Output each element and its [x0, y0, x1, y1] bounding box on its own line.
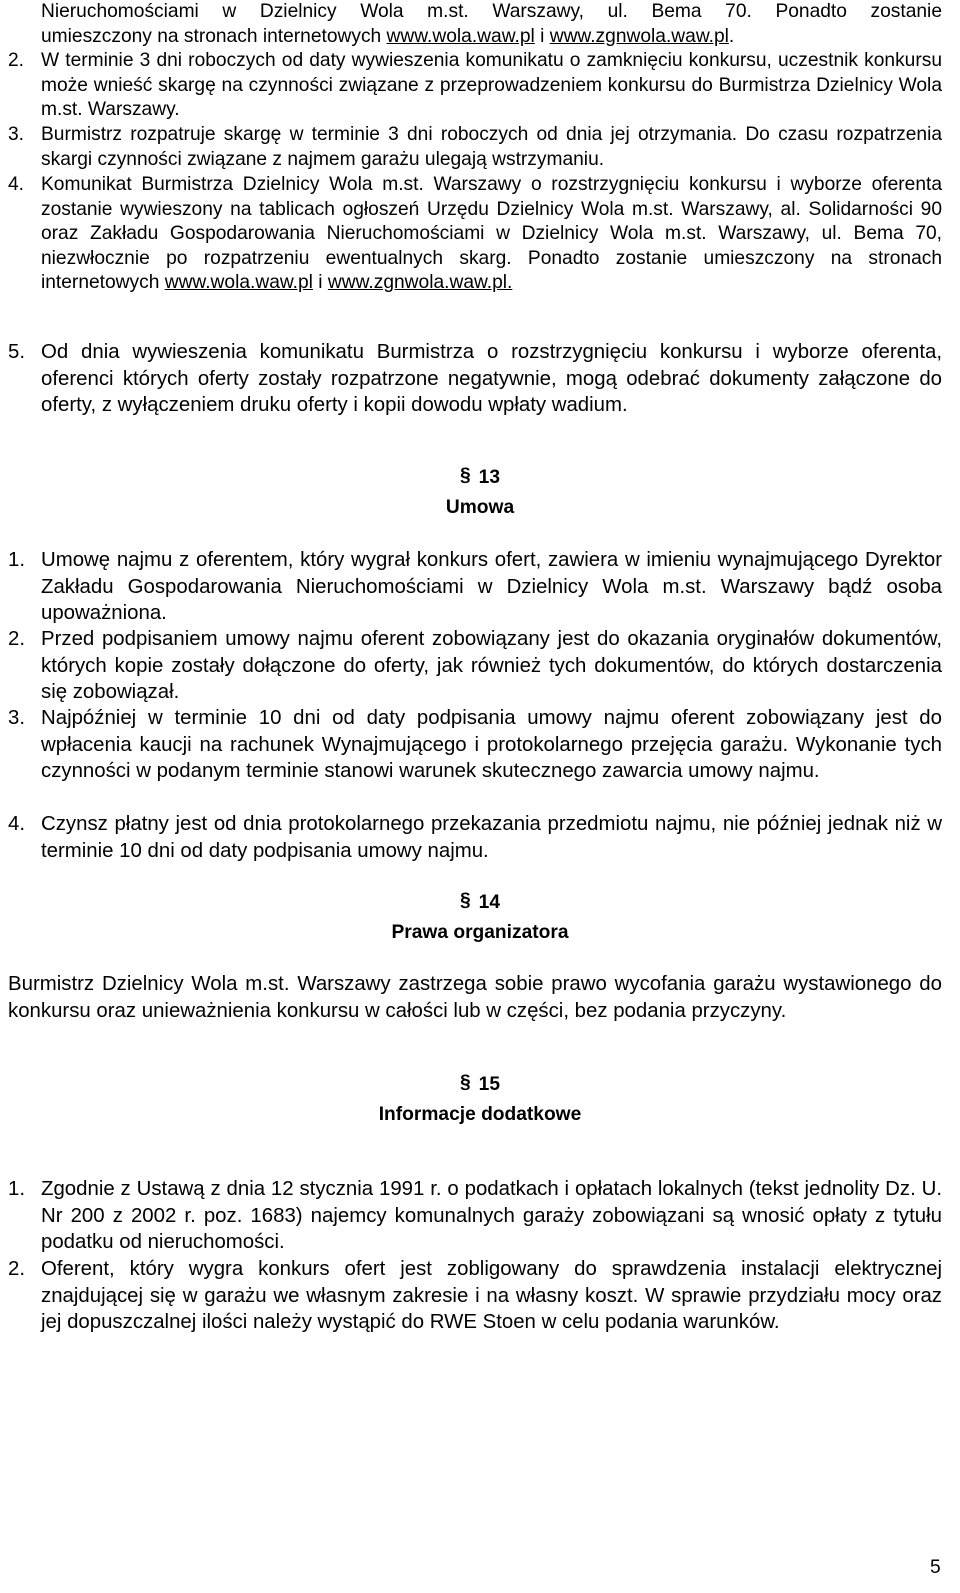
- list-item-text: Umowę najmu z oferentem, który wygrał konkurs ofert, zawiera w imieniu wynajmującego Dyrektor Zakładu Gospodarowania Nieruchomościami w Dzielnicy Wola m.st. Warszawy bądź osoba upoważniona.: [41, 549, 942, 624]
- section-14-number: § 14: [459, 890, 500, 913]
- section-13-title: Umowa: [445, 497, 515, 518]
- section-14-title: Prawa organizatora: [391, 922, 569, 943]
- paragraph-sign-icon: §: [459, 465, 471, 486]
- continuation-line-1: Nieruchomościami w Dzielnicy Wola m.st. Warszawy, ul. Bema 70. Ponadto zostanie: [41, 1, 942, 22]
- list-item-text: Oferent, który wygra konkurs ofert jest zobligowany do sprawdzenia instalacji elektrycznej znajdującej się w garażu we własnym zakresie i na własny koszt. W sprawie przydziału mocy oraz jej dopuszczalnej ilości należy wystąpić do RWE Stoen w celu podania warunków.: [41, 1258, 942, 1333]
- section-14-paragraph: Burmistrz Dzielnicy Wola m.st. Warszawy zastrzega sobie prawo wycofania garażu wystawionego do konkursu oraz unieważnienia konkursu w całości lub w części, bez podania przyczyny.: [8, 973, 942, 1022]
- list-item: 2. Oferent, który wygra konkurs ofert jest zobligowany do sprawdzenia instalacji elektrycznej znajdującej się w garażu we własnym zakresie i na własny koszt. W sprawie przydziału mocy oraz jej dopuszczalnej ilości należy wystąpić do RWE Stoen w celu podania warunków.: [8, 1256, 942, 1336]
- continuation-paragraph: [41, 0, 942, 49]
- section-13-number: § 13: [459, 465, 500, 488]
- list-item-text: Komunikat Burmistrza Dzielnicy Wola m.st. Warszawy o rozstrzygnięciu konkursu i wyborze oferenta zostanie wywieszony na tablicach ogłoszeń Urzędu Dzielnicy Wola m.st. Warszawy, al. Solidarności 90 oraz Zakładu Gospodarowania Nieruchomościami w Dzielnicy Wola m.st. Warszawy, ul. Bema 70, niezwłocznie po rozpatrzeniu ewentualnych skarg. Ponadto zostanie umieszczony na stronach internetowych www.wola.waw.pl i www.zgnwola.waw.pl.: [41, 174, 942, 294]
- link-zgnwola[interactable]: www.zgnwola.waw.pl.: [327, 272, 513, 294]
- list-item: 1. Zgodnie z Ustawą z dnia 12 stycznia 1991 r. o podatkach i opłatach lokalnych (tekst jednolity Dz. U. Nr 200 z 2002 r. poz. 1683) najemcy komunalnych garaży zobowiązani są wnosić opłaty z tytułu podatku od nieruchomości.: [8, 1176, 942, 1256]
- paragraph-sign-icon: §: [459, 890, 471, 911]
- list-item: 5. Od dnia wywieszenia komunikatu Burmistrza o rozstrzygnięciu konkursu i wyborze oferenta, oferenci których oferty zostały rozpatrzone negatywnie, mogą odebrać dokumenty załączone do oferty, z wyłączeniem druku oferty i kopii dowodu wpłaty wadium.: [8, 339, 942, 419]
- page-number: 5: [930, 1557, 941, 1578]
- list-item-text: Czynsz płatny jest od dnia protokolarnego przekazania przedmiotu najmu, nie później jednak niż w terminie 10 dni od daty podpisania umowy najmu.: [41, 813, 942, 862]
- list-item-text: Od dnia wywieszenia komunikatu Burmistrza o rozstrzygnięciu konkursu i wyborze oferenta, oferenci których oferty zostały rozpatrzone negatywnie, mogą odebrać dokumenty załączone do oferty, z wyłączeniem druku oferty i kopii dowodu wpłaty wadium.: [41, 341, 942, 416]
- list-item-text: Burmistrz rozpatruje skargę w terminie 3 dni roboczych od dnia jej otrzymania. Do czasu rozpatrzenia skargi czynności związane z najmem garażu ulegają wstrzymaniu.: [41, 124, 942, 170]
- list-item: 2. Przed podpisaniem umowy najmu oferent zobowiązany jest do okazania oryginałów dokumentów, których kopie zostały dołączone do oferty, jak również tych dokumentów, do których dostarczenia się zobowiązał.: [8, 626, 942, 706]
- list-item: 3. Burmistrz rozpatruje skargę w terminie 3 dni roboczych od dnia jej otrzymania. Do czasu rozpatrzenia skargi czynności związane z najmem garażu ulegają wstrzymaniu.: [8, 123, 942, 172]
- list-item-text: Przed podpisaniem umowy najmu oferent zobowiązany jest do okazania oryginałów dokumentów, których kopie zostały dołączone do oferty, jak również tych dokumentów, do których dostarczenia się zobowiązał.: [41, 628, 942, 703]
- link-wola[interactable]: www.wola.waw.pl: [386, 25, 535, 47]
- list-item: 3. Najpóźniej w terminie 10 dni od daty podpisania umowy najmu oferent zobowiązany jest do wpłacenia kaucji na rachunek Wynajmującego i protokolarnego przejęcia garażu. Wykonanie tych czynności w podanym terminie stanowi warunek skutecznego zawarcia umowy najmu.: [8, 705, 942, 785]
- paragraph-sign-icon: §: [459, 1072, 471, 1093]
- link-wola[interactable]: www.wola.waw.pl: [164, 272, 313, 294]
- list-item-text: W terminie 3 dni roboczych od daty wywieszenia komunikatu o zamknięciu konkursu, uczestnik konkursu może wnieść skargę na czynności związane z przeprowadzeniem konkursu do Burmistrza Dzielnicy Wola m.st. Warszawy.: [41, 50, 942, 121]
- list-item-text: Zgodnie z Ustawą z dnia 12 stycznia 1991 r. o podatkach i opłatach lokalnych (tekst jednolity Dz. U. Nr 200 z 2002 r. poz. 1683) najemcy komunalnych garaży zobowiązani są wnosić opłaty z tytułu podatku od nieruchomości.: [41, 1178, 942, 1253]
- list-item: 4. Komunikat Burmistrza Dzielnicy Wola m.st. Warszawy o rozstrzygnięciu konkursu i wyborze oferenta zostanie wywieszony na tablicach ogłoszeń Urzędu Dzielnicy Wola m.st. Warszawy, al. Solidarności 90 oraz Zakładu Gospodarowania Nieruchomościami w Dzielnicy Wola m.st. Warszawy, ul. Bema 70, niezwłocznie po rozpatrzeniu ewentualnych skarg. Ponadto zostanie umieszczony na stronach internetowych www.wola.waw.pl i www.zgnwola.waw.pl.: [8, 173, 942, 296]
- list-item: 4. Czynsz płatny jest od dnia protokolarnego przekazania przedmiotu najmu, nie później jednak niż w terminie 10 dni od daty podpisania umowy najmu.: [8, 811, 942, 864]
- section-15-number: § 15: [459, 1072, 500, 1095]
- list-item-text: Najpóźniej w terminie 10 dni od daty podpisania umowy najmu oferent zobowiązany jest do wpłacenia kaucji na rachunek Wynajmującego i protokolarnego przejęcia garażu. Wykonanie tych czynności w podanym terminie stanowi warunek skutecznego zawarcia umowy najmu.: [41, 707, 942, 782]
- list-item: 2. W terminie 3 dni roboczych od daty wywieszenia komunikatu o zamknięciu konkursu, uczestnik konkursu może wnieść skargę na czynności związane z przeprowadzeniem konkursu do Burmistrza Dzielnicy Wola m.st. Warszawy.: [8, 49, 942, 123]
- list-item: 1. Umowę najmu z oferentem, który wygrał konkurs ofert, zawiera w imieniu wynajmującego Dyrektor Zakładu Gospodarowania Nieruchomościami w Dzielnicy Wola m.st. Warszawy bądź osoba upoważniona.: [8, 547, 942, 627]
- continuation-line-2: umieszczony na stronach internetowych www.wola.waw.pl i www.zgnwola.waw.pl.: [41, 25, 735, 47]
- section-15-title: Informacje dodatkowe: [378, 1104, 582, 1125]
- link-zgnwola[interactable]: www.zgnwola.waw.pl: [549, 25, 729, 47]
